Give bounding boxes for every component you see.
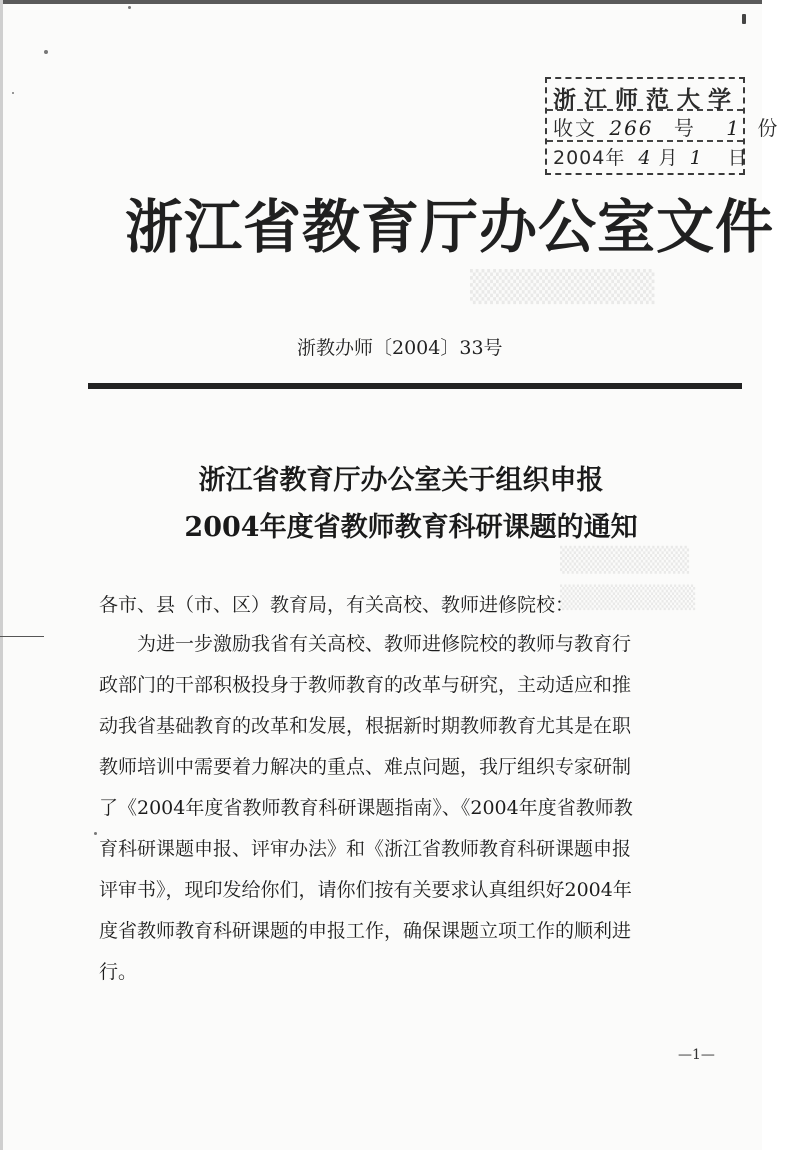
- scan-speck: [94, 832, 97, 835]
- paragraph-line: 为进一步激励我省有关高校、教师进修院校的教师与教育行: [99, 633, 632, 655]
- header-divider: [88, 383, 742, 389]
- page-number: —1—: [678, 1047, 715, 1063]
- stamp-receipt-label: 收文: [553, 116, 597, 140]
- scan-speck: [12, 92, 14, 94]
- salutation: 各市、县（市、区）教育局，有关高校、教师进修院校：: [99, 594, 575, 616]
- notice-title-line-2: 2004年度省教师教育科研课题的通知: [184, 512, 638, 543]
- stamp-receipt-number: 266: [609, 116, 654, 140]
- stamp-date-day: 日: [727, 147, 748, 169]
- stamp-receipt-hao: 号: [673, 116, 696, 140]
- receipt-stamp: [545, 77, 780, 175]
- paragraph-line: 动我省基础教育的改革和发展，根据新时期教师教育尤其是在职: [99, 715, 632, 737]
- paragraph-line: 度省教师教育科研课题的申报工作，确保课题立项工作的顺利进: [99, 920, 632, 942]
- stamp-date-day-value: 1: [689, 147, 703, 169]
- bleed-through-text: ▒▒▒▒▒▒▒▒: [470, 270, 655, 305]
- stamp-date-year: 2004年: [553, 147, 626, 169]
- stamp-receipt-line: [553, 112, 779, 142]
- bleed-through-text: ▒▒▒▒▒▒▒▒: [560, 585, 696, 611]
- notice-title-line-1: 浙江省教育厅办公室关于组织申报: [198, 465, 604, 496]
- scan-speck: [742, 14, 746, 24]
- stamp-institution: 浙江师范大学: [553, 87, 739, 113]
- stamp-date-line: [553, 143, 748, 173]
- stamp-copy-unit: 份: [757, 116, 780, 140]
- bleed-through-text: ▒▒▒▒▒▒▒: [560, 545, 690, 574]
- document-number: 浙教办师〔2004〕33号: [297, 337, 503, 359]
- issuer-title: 浙江省教育厅办公室文件: [125, 193, 775, 261]
- scan-edge-top: [0, 0, 762, 4]
- stamp-copy-count: 1: [726, 116, 741, 140]
- paragraph-line: 行。: [99, 961, 138, 983]
- paragraph-line: 教师培训中需要着力解决的重点、难点问题，我厅组织专家研制: [99, 756, 632, 778]
- paragraph-line: 育科研课题申报、评审办法》和《浙江省教师教育科研课题申报: [99, 838, 632, 860]
- stamp-date-month-value: 4: [638, 147, 652, 169]
- scan-speck: [128, 6, 131, 9]
- paragraph-line: 评审书》，现印发给你们，请你们按有关要求认真组织好2004年: [99, 879, 632, 901]
- paragraph-line: 政部门的干部积极投身于教师教育的改革与研究，主动适应和推: [99, 674, 632, 696]
- scan-edge-left: [0, 0, 3, 1150]
- scan-speck: [44, 50, 48, 54]
- paragraph-line: 了《2004年度省教师教育科研课题指南》、《2004年度省教师教: [99, 797, 633, 819]
- stamp-date-month: 月: [658, 147, 679, 169]
- margin-mark: [0, 636, 44, 637]
